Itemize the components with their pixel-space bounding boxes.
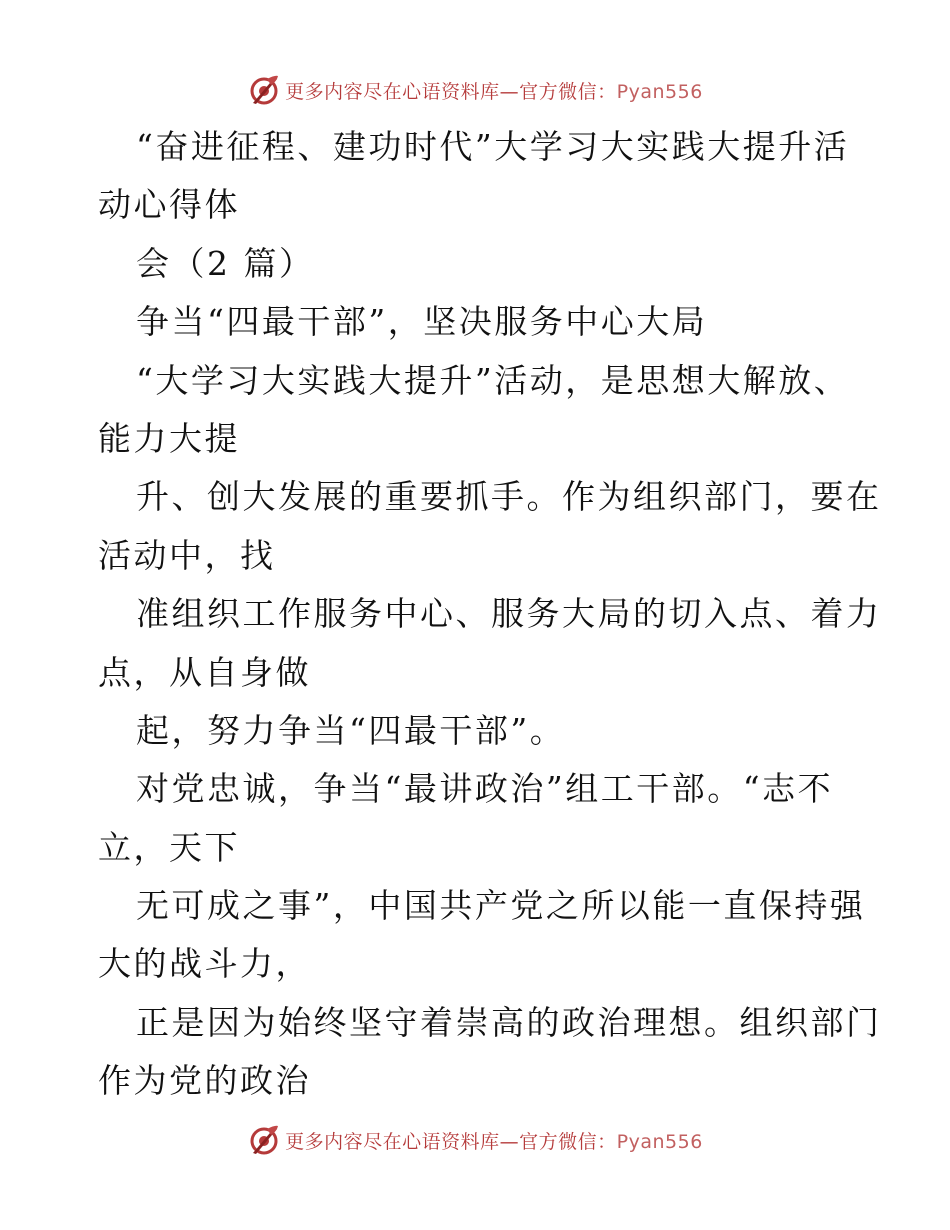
red-quill-seal-icon [247,73,281,107]
wechat-id: Pyan556 [616,80,703,103]
text-line: 能力大提 [98,418,240,458]
text-line: 活动中，找 [98,535,276,575]
text-line: 无可成之事”，中国共产党之所以能一直保持强 [136,886,866,926]
text-line: 作为党的政治 [98,1061,311,1101]
red-quill-seal-icon [247,1123,281,1157]
text-line: 争当“四最干部”，坚决服务中心大局 [136,302,708,342]
text-line: “奋进征程、建功时代”大学习大实践大提升活 [136,127,850,166]
banner-text: 更多内容尽在心语资料库—官方微信：Pyan556 [285,80,703,103]
header-banner [0,70,950,110]
text-line: “大学习大实践大提升”活动，是思想大解放、 [136,360,850,400]
text-line: 起，努力争当“四最干部”。 [136,710,566,750]
banner-text: 更多内容尽在心语资料库—官方微信：Pyan556 [285,1130,703,1153]
text-line: 立，天下 [98,827,240,867]
text-line: 正是因为始终坚守着崇高的政治理想。组织部门 [136,1002,882,1042]
text-line: 会（2 篇） [136,243,315,283]
text-line: 升、创大发展的重要抓手。作为组织部门，要在 [136,477,882,517]
footer-banner [0,1120,950,1160]
document-body [98,118,882,1111]
text-line: 点，从自身做 [98,652,311,692]
text-line: 准组织工作服务中心、服务大局的切入点、着力 [136,594,882,634]
text-line: 大的战斗力， [98,944,311,984]
text-line: 对党忠诚，争当“最讲政治”组工干部。“志不 [136,769,834,809]
text-line: 动心得体 [98,185,240,225]
wechat-id: Pyan556 [616,1130,703,1153]
